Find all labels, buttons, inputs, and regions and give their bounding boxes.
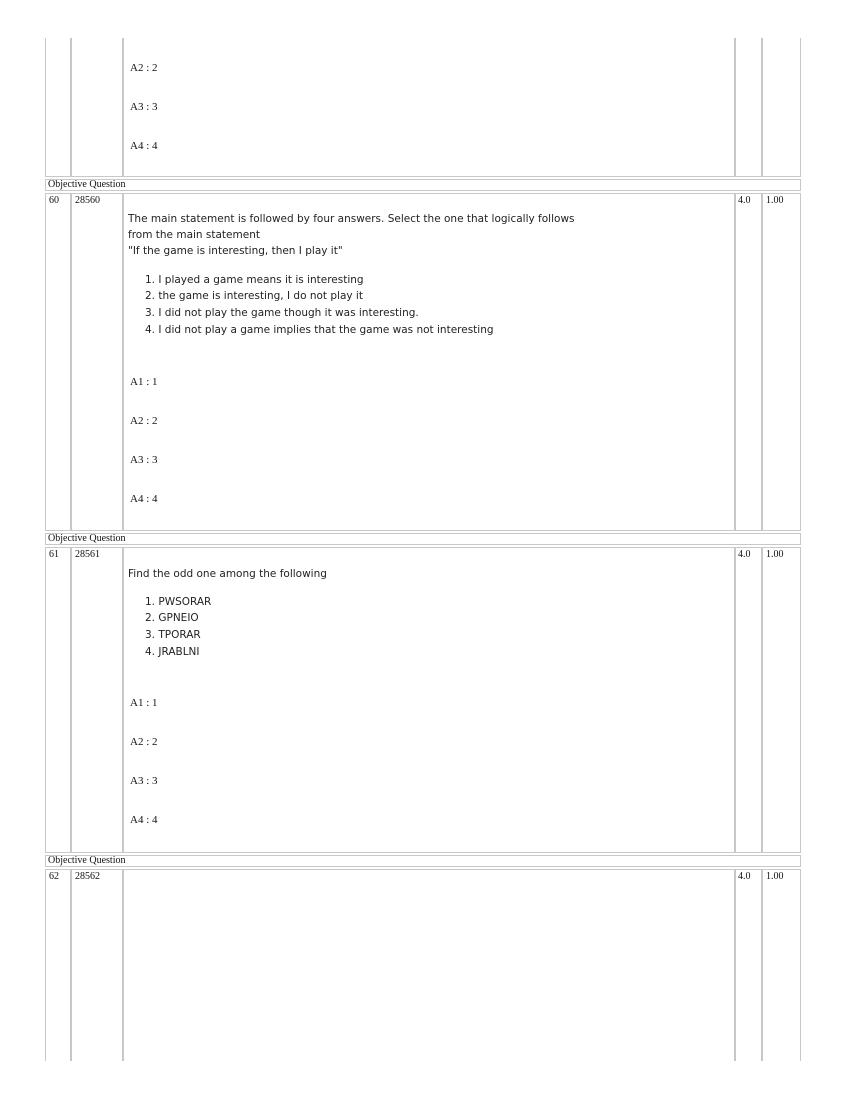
question-id: 28560 — [75, 195, 100, 206]
question-marks: 4.0 — [738, 871, 751, 882]
question-negative-cell — [762, 193, 801, 531]
question-id: 28562 — [75, 871, 100, 882]
answer-option: A4 : 4 — [130, 140, 158, 152]
answer-option: A4 : 4 — [130, 814, 158, 826]
col-number-cell — [45, 38, 71, 177]
question-statement-line: from the main statement — [128, 229, 260, 241]
answer-option: A3 : 3 — [130, 775, 158, 787]
answer-option: A1 : 1 — [130, 697, 158, 709]
question-option: 3. TPORAR — [145, 629, 201, 641]
question-content-cell — [123, 869, 735, 1061]
question-id: 28561 — [75, 549, 100, 560]
answer-option: A1 : 1 — [130, 376, 158, 388]
question-id-cell — [71, 547, 123, 853]
question-option: 1. I played a game means it is interesting — [145, 274, 364, 286]
col-negative-cell — [762, 38, 801, 177]
question-negative-marks: 1.00 — [766, 549, 784, 560]
question-marks-cell — [735, 869, 762, 1061]
question-content-cell — [123, 193, 735, 531]
question-option: 2. the game is interesting, I do not play it — [145, 290, 363, 302]
section-label: Objective Question — [45, 533, 801, 545]
question-marks-cell — [735, 547, 762, 853]
question-id-cell — [71, 193, 123, 531]
question-option: 4. I did not play a game implies that the game was not interesting — [145, 324, 494, 336]
answer-option: A2 : 2 — [130, 415, 158, 427]
answer-option: A4 : 4 — [130, 493, 158, 505]
question-number: 61 — [49, 549, 59, 560]
question-content-cell — [123, 547, 735, 853]
question-marks-cell — [735, 193, 762, 531]
section-label: Objective Question — [45, 179, 801, 191]
answer-option: A2 : 2 — [130, 62, 158, 74]
question-negative-cell — [762, 547, 801, 853]
col-content-cell — [123, 38, 735, 177]
question-number-cell — [45, 547, 71, 853]
question-marks: 4.0 — [738, 195, 751, 206]
col-id-cell — [71, 38, 123, 177]
question-statement-line: "If the game is interesting, then I play it" — [128, 245, 343, 257]
answer-option: A3 : 3 — [130, 454, 158, 466]
question-option: 4. JRABLNI — [145, 646, 200, 658]
question-number-cell — [45, 193, 71, 531]
section-label: Objective Question — [45, 855, 801, 867]
answer-option: A3 : 3 — [130, 101, 158, 113]
question-number-cell — [45, 869, 71, 1061]
question-marks: 4.0 — [738, 549, 751, 560]
question-negative-cell — [762, 869, 801, 1061]
question-option: 1. PWSORAR — [145, 596, 212, 608]
question-option: 3. I did not play the game though it was interesting. — [145, 307, 419, 319]
col-marks-cell — [735, 38, 762, 177]
question-statement-line: Find the odd one among the following — [128, 568, 327, 580]
question-id-cell — [71, 869, 123, 1061]
answer-option: A2 : 2 — [130, 736, 158, 748]
question-negative-marks: 1.00 — [766, 195, 784, 206]
question-number: 60 — [49, 195, 59, 206]
question-number: 62 — [49, 871, 59, 882]
question-option: 2. GPNEIO — [145, 612, 199, 624]
question-negative-marks: 1.00 — [766, 871, 784, 882]
question-statement-line: The main statement is followed by four answers. Select the one that logically follows — [128, 213, 575, 225]
